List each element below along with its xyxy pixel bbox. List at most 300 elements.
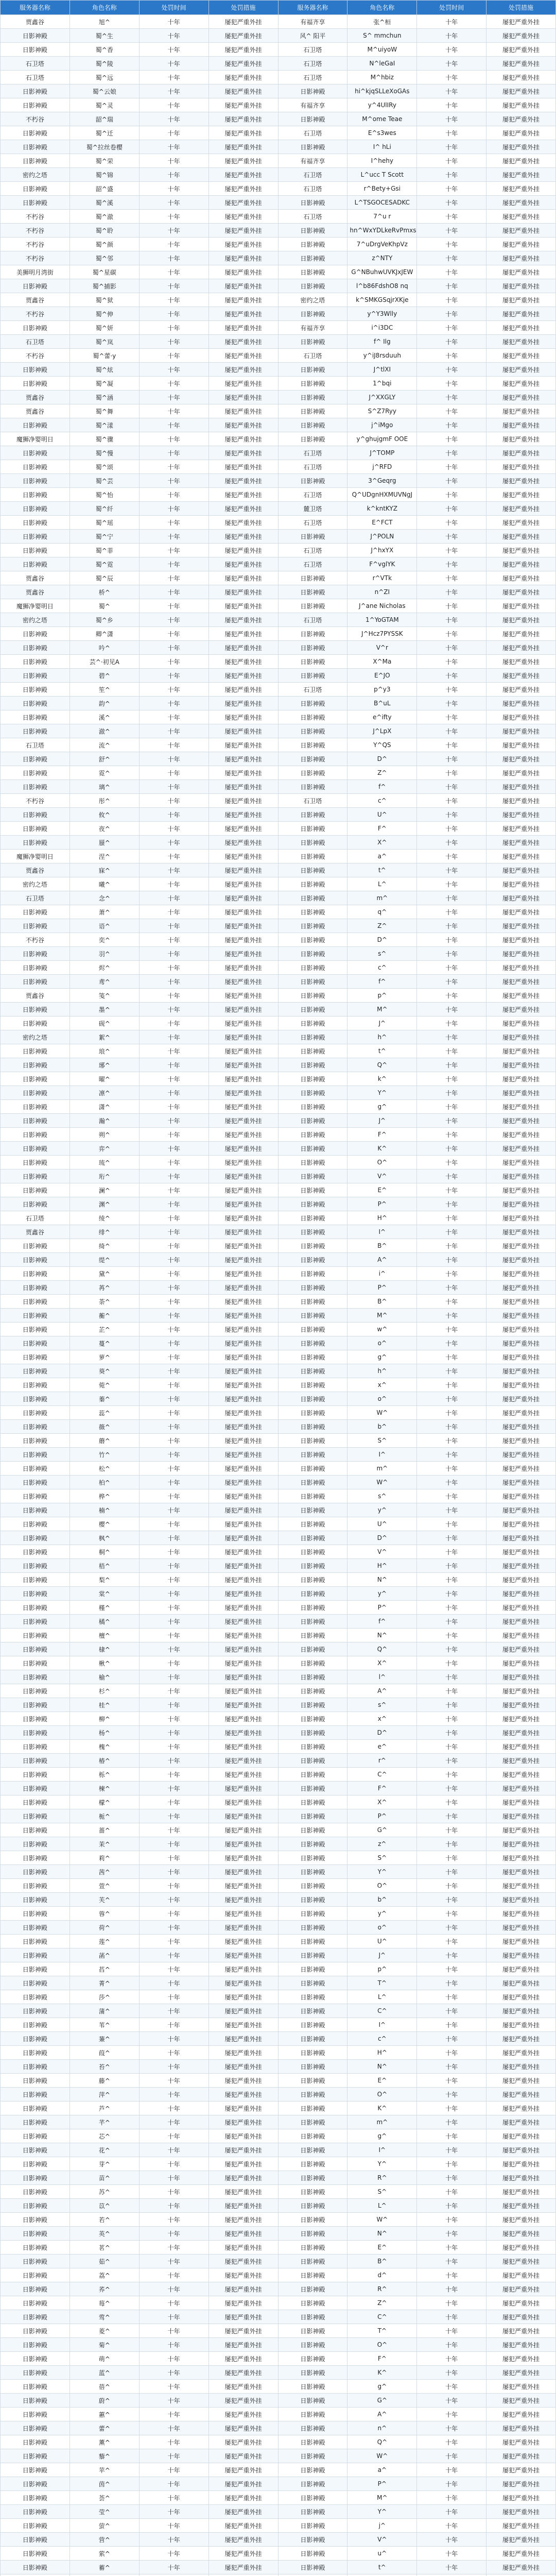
penalty-measure-cell: 屡犯严重外挂	[486, 571, 556, 585]
table-row	[1, 1378, 556, 1392]
role-name-cell: f^	[348, 975, 417, 989]
role-name-cell: 苗^	[70, 2171, 139, 2185]
penalty-measure-cell: 屡犯严重外挂	[486, 2408, 556, 2421]
penalty-time-cell: 十年	[417, 850, 486, 863]
server-cell: 石卫塔	[278, 43, 348, 57]
role-name-cell: G^	[348, 1823, 417, 1837]
role-name-cell: 梨^	[70, 1573, 139, 1587]
penalty-time-cell: 十年	[139, 1253, 208, 1267]
role-name-cell: O^	[348, 2088, 417, 2102]
server-cell: 日影神殿	[1, 1629, 70, 1642]
role-name-cell: 茵^	[70, 2477, 139, 2491]
role-name-cell: J^	[348, 1948, 417, 1962]
penalty-measure-cell: 屡犯严重外挂	[486, 641, 556, 655]
role-name-cell: 芯^	[70, 2129, 139, 2143]
penalty-time-cell: 十年	[417, 1267, 486, 1281]
penalty-measure-cell: 屡犯严重外挂	[486, 891, 556, 905]
table-row	[1, 1670, 556, 1684]
role-name-cell: 楸^	[70, 1656, 139, 1670]
penalty-measure-cell: 屡犯严重外挂	[486, 1183, 556, 1197]
penalty-measure-cell: 屡犯严重外挂	[208, 432, 278, 446]
server-cell: 日影神殿	[1, 1823, 70, 1837]
server-cell: 日影神殿	[278, 2547, 348, 2561]
penalty-measure-cell: 屡犯严重外挂	[208, 697, 278, 710]
penalty-measure-cell: 屡犯严重外挂	[486, 1114, 556, 1128]
role-name-cell: 蜀^云娘	[70, 84, 139, 98]
table-row	[1, 989, 556, 1003]
table-row	[1, 29, 556, 43]
role-name-cell: 芦^	[70, 2102, 139, 2115]
table-row	[1, 1795, 556, 1809]
penalty-time-cell: 十年	[417, 182, 486, 196]
server-cell: 日影神殿	[1, 196, 70, 210]
role-name-cell: l^b86FdshO8 nq	[348, 279, 417, 293]
penalty-measure-cell: 屡犯严重外挂	[486, 2366, 556, 2380]
role-name-cell: R^	[348, 2171, 417, 2185]
role-name-cell: M^uiyoW	[348, 43, 417, 57]
table-row	[1, 1935, 556, 1948]
penalty-measure-cell: 屡犯严重外挂	[208, 2129, 278, 2143]
role-name-cell: L^ucc T Scott	[348, 168, 417, 182]
role-name-cell: 梧^	[70, 1559, 139, 1573]
penalty-measure-cell: 屡犯严重外挂	[208, 349, 278, 363]
server-cell: 日影神殿	[1, 919, 70, 933]
penalty-time-cell: 十年	[139, 557, 208, 571]
table-row	[1, 112, 556, 126]
penalty-time-cell: 十年	[139, 418, 208, 432]
role-name-cell: Q^	[348, 1058, 417, 1072]
penalty-measure-cell: 屡犯严重外挂	[208, 2491, 278, 2505]
penalty-measure-cell: 屡犯严重外挂	[208, 599, 278, 613]
penalty-measure-cell: 屡犯严重外挂	[486, 2394, 556, 2408]
penalty-time-cell: 十年	[139, 1323, 208, 1336]
table-row	[1, 1948, 556, 1962]
server-cell: 魔狮净婴明日	[1, 850, 70, 863]
penalty-time-cell: 十年	[417, 1726, 486, 1740]
role-name-cell: F^	[348, 1782, 417, 1795]
server-cell: 日影神殿	[1, 474, 70, 488]
penalty-time-cell: 十年	[417, 432, 486, 446]
server-cell: 日影神殿	[278, 84, 348, 98]
table-row	[1, 2129, 556, 2143]
penalty-measure-cell: 屡犯严重外挂	[208, 2004, 278, 2018]
server-cell: 日影神殿	[278, 1072, 348, 1086]
penalty-time-cell: 十年	[417, 154, 486, 168]
table-row	[1, 1016, 556, 1030]
penalty-time-cell: 十年	[139, 641, 208, 655]
penalty-time-cell: 十年	[139, 1170, 208, 1183]
role-name-cell: Y^	[348, 1865, 417, 1879]
server-cell: 密约之塔	[278, 293, 348, 307]
penalty-time-cell: 十年	[139, 2380, 208, 2394]
penalty-measure-cell: 屡犯严重外挂	[486, 1309, 556, 1323]
penalty-measure-cell: 屡犯严重外挂	[486, 905, 556, 919]
penalty-measure-cell: 屡犯严重外挂	[208, 919, 278, 933]
server-cell: 日影神殿	[1, 140, 70, 154]
penalty-measure-cell: 屡犯严重外挂	[486, 57, 556, 71]
penalty-measure-cell	[208, 2574, 278, 2576]
role-name-cell: s^	[348, 1698, 417, 1712]
penalty-measure-cell: 屡犯严重外挂	[208, 2074, 278, 2088]
column-header-server: 服务器名称	[1, 1, 70, 15]
role-name-cell: c^	[348, 2032, 417, 2046]
penalty-measure-cell: 屡犯严重外挂	[208, 2324, 278, 2338]
penalty-measure-cell: 屡犯严重外挂	[208, 1601, 278, 1615]
role-name-cell: 英^	[70, 2227, 139, 2241]
table-row	[1, 2046, 556, 2060]
role-name-cell: I^ hLi	[348, 140, 417, 154]
role-name-cell: e^ifty	[348, 710, 417, 724]
penalty-measure-cell: 屡犯严重外挂	[208, 1044, 278, 1058]
penalty-time-cell: 十年	[139, 1114, 208, 1128]
role-name-cell: C^	[348, 1768, 417, 1782]
server-cell: 日影神殿	[278, 1517, 348, 1531]
server-cell: 日影神殿	[278, 1030, 348, 1044]
table-row	[1, 1865, 556, 1879]
server-cell: 日影神殿	[278, 780, 348, 794]
role-name-cell	[348, 2574, 417, 2576]
server-cell: 日影神殿	[278, 1754, 348, 1768]
penalty-measure-cell: 屡犯严重外挂	[486, 544, 556, 557]
penalty-measure-cell: 屡犯严重外挂	[208, 1406, 278, 1420]
role-name-cell: 藜^	[70, 2449, 139, 2463]
penalty-measure-cell: 屡犯严重外挂	[208, 1559, 278, 1573]
role-name-cell: 萱^	[70, 1879, 139, 1893]
role-name-cell: 砚^	[70, 1016, 139, 1030]
penalty-measure-cell: 屡犯严重外挂	[208, 1768, 278, 1782]
server-cell: 日影神殿	[278, 1559, 348, 1573]
server-cell: 石卫塔	[278, 182, 348, 196]
penalty-measure-cell: 屡犯严重外挂	[486, 251, 556, 265]
role-name-cell: Y^	[348, 2157, 417, 2171]
server-cell: 日影神殿	[278, 418, 348, 432]
table-row	[1, 1142, 556, 1156]
penalty-time-cell: 十年	[417, 2227, 486, 2241]
server-cell: 日影神殿	[1, 460, 70, 474]
penalty-measure-cell: 屡犯严重外挂	[486, 1684, 556, 1698]
role-name-cell: 苏^	[70, 2185, 139, 2199]
server-cell: 日影神殿	[1, 752, 70, 766]
penalty-measure-cell: 屡犯严重外挂	[208, 1267, 278, 1281]
role-name-cell: 莲^	[70, 1935, 139, 1948]
penalty-measure-cell: 屡犯严重外挂	[486, 738, 556, 752]
penalty-time-cell: 十年	[417, 2102, 486, 2115]
penalty-measure-cell: 屡犯严重外挂	[208, 43, 278, 57]
role-name-cell: r^	[348, 1754, 417, 1768]
penalty-measure-cell: 屡犯严重外挂	[208, 1907, 278, 1921]
server-cell: 日影神殿	[278, 1670, 348, 1684]
penalty-measure-cell: 屡犯严重外挂	[208, 905, 278, 919]
penalty-measure-cell: 屡犯严重外挂	[208, 1782, 278, 1795]
role-name-cell: g^	[348, 1350, 417, 1364]
role-name-cell: 蓉^	[70, 1907, 139, 1921]
penalty-time-cell: 十年	[417, 613, 486, 627]
penalty-time-cell: 十年	[417, 2352, 486, 2366]
server-cell: 日影神殿	[278, 1156, 348, 1170]
server-cell: 石卫塔	[278, 516, 348, 530]
role-name-cell: 葵^	[70, 1364, 139, 1378]
server-cell: 日影神殿	[278, 2380, 348, 2394]
server-cell: 日影神殿	[278, 1893, 348, 1907]
penalty-time-cell: 十年	[139, 1142, 208, 1156]
penalty-measure-cell: 屡犯严重外挂	[208, 210, 278, 224]
role-name-cell: P^	[348, 2477, 417, 2491]
penalty-measure-cell: 屡犯严重外挂	[208, 1809, 278, 1823]
server-cell: 石卫塔	[278, 168, 348, 182]
penalty-measure-cell: 屡犯严重外挂	[486, 1851, 556, 1865]
role-name-cell: 蜀^灵	[70, 98, 139, 112]
table-row	[1, 1183, 556, 1197]
server-cell: 日影神殿	[1, 1948, 70, 1962]
penalty-measure-cell: 屡犯严重外挂	[486, 279, 556, 293]
role-name-cell: 霓^	[70, 766, 139, 780]
server-cell: 日影神殿	[278, 1211, 348, 1225]
table-row	[1, 363, 556, 377]
penalty-measure-cell: 屡犯严重外挂	[486, 1267, 556, 1281]
penalty-time-cell: 十年	[417, 1072, 486, 1086]
server-cell: 日影神殿	[278, 251, 348, 265]
table-row	[1, 2310, 556, 2324]
server-cell: 贾鑫谷	[1, 404, 70, 418]
table-row	[1, 1823, 556, 1837]
server-cell: 日影神殿	[1, 2547, 70, 2561]
penalty-measure-cell: 屡犯严重外挂	[208, 2547, 278, 2561]
table-row	[1, 1921, 556, 1935]
role-name-cell: 藤^	[70, 2074, 139, 2088]
penalty-time-cell: 十年	[417, 2296, 486, 2310]
server-cell: 日影神殿	[1, 1072, 70, 1086]
penalty-time-cell: 十年	[139, 1364, 208, 1378]
table-row	[1, 975, 556, 989]
role-name-cell: 蜀^宁	[70, 530, 139, 544]
role-name-cell: 檬^	[70, 1795, 139, 1809]
penalty-time-cell: 十年	[417, 1253, 486, 1267]
table-row	[1, 530, 556, 544]
penalty-measure-cell: 屡犯严重外挂	[208, 1392, 278, 1406]
table-row	[1, 279, 556, 293]
role-name-cell: 菡^	[70, 1948, 139, 1962]
role-name-cell: 1^bqi	[348, 377, 417, 391]
penalty-measure-cell: 屡犯严重外挂	[486, 2435, 556, 2449]
server-cell: 日影神殿	[1, 488, 70, 502]
penalty-measure-cell: 屡犯严重外挂	[208, 224, 278, 238]
role-name-cell: 蜀^锦	[70, 168, 139, 182]
server-cell: 日影神殿	[278, 1865, 348, 1879]
penalty-measure-cell: 屡犯严重外挂	[486, 238, 556, 251]
penalty-measure-cell: 屡犯严重外挂	[208, 738, 278, 752]
server-cell: 日影神殿	[278, 1601, 348, 1615]
penalty-time-cell: 十年	[139, 1948, 208, 1962]
role-name-cell: 杉^	[70, 1684, 139, 1698]
penalty-measure-cell: 屡犯严重外挂	[208, 613, 278, 627]
penalty-time-cell: 十年	[417, 1114, 486, 1128]
penalty-measure-cell: 屡犯严重外挂	[208, 669, 278, 683]
penalty-measure-cell: 屡犯严重外挂	[486, 683, 556, 697]
role-name-cell: 流^	[70, 738, 139, 752]
role-name-cell: 莺^	[70, 2310, 139, 2324]
penalty-measure-cell: 屡犯严重外挂	[208, 15, 278, 29]
penalty-measure-cell: 屡犯严重外挂	[208, 2505, 278, 2519]
penalty-measure-cell: 屡犯严重外挂	[486, 2338, 556, 2352]
penalty-time-cell: 十年	[417, 1336, 486, 1350]
penalty-time-cell: 十年	[139, 2366, 208, 2380]
table-row	[1, 1517, 556, 1531]
server-cell: 日影神殿	[278, 1086, 348, 1100]
role-name-cell: 蜀^霓	[70, 557, 139, 571]
penalty-measure-cell: 屡犯严重外挂	[208, 571, 278, 585]
server-cell: 日影神殿	[278, 1684, 348, 1698]
role-name-cell: M^	[348, 2491, 417, 2505]
role-name-cell: 鸢^	[70, 975, 139, 989]
penalty-time-cell: 十年	[417, 585, 486, 599]
table-row	[1, 1768, 556, 1782]
penalty-time-cell: 十年	[139, 1336, 208, 1350]
role-name-cell: F^	[348, 822, 417, 836]
server-cell: 日影神殿	[278, 1795, 348, 1809]
penalty-measure-cell: 屡犯严重外挂	[208, 877, 278, 891]
penalty-time-cell: 十年	[417, 2338, 486, 2352]
table-row	[1, 933, 556, 947]
penalty-time-cell: 十年	[417, 808, 486, 822]
penalty-measure-cell: 屡犯严重外挂	[486, 1239, 556, 1253]
penalty-time-cell: 十年	[417, 655, 486, 669]
role-name-cell: J^POLN	[348, 530, 417, 544]
role-name-cell: t^	[348, 2561, 417, 2574]
penalty-measure-cell: 屡犯严重外挂	[486, 1962, 556, 1976]
table-row	[1, 794, 556, 808]
role-name-cell: 渊^	[70, 1197, 139, 1211]
penalty-measure-cell: 屡犯严重外挂	[486, 446, 556, 460]
role-name-cell: z^NTY	[348, 251, 417, 265]
penalty-measure-cell: 屡犯严重外挂	[486, 1768, 556, 1782]
penalty-measure-cell: 屡犯严重外挂	[208, 502, 278, 516]
penalty-time-cell: 十年	[417, 2143, 486, 2157]
role-name-cell: f^	[348, 1615, 417, 1629]
server-cell: 日影神殿	[278, 655, 348, 669]
server-cell: 日影神殿	[1, 1420, 70, 1434]
penalty-measure-cell: 屡犯严重外挂	[208, 1712, 278, 1726]
role-name-cell: 棣^	[70, 1642, 139, 1656]
server-cell: 日影神殿	[1, 2408, 70, 2421]
penalty-measure-cell: 屡犯严重外挂	[486, 2157, 556, 2171]
server-cell: 有福齐享	[278, 321, 348, 335]
role-name-cell: 蜀^辰	[70, 571, 139, 585]
table-row	[1, 822, 556, 836]
role-name-cell: W^	[348, 1406, 417, 1420]
penalty-time-cell: 十年	[139, 1865, 208, 1879]
penalty-measure-cell: 屡犯严重外挂	[208, 544, 278, 557]
role-name-cell: N^leGaI	[348, 57, 417, 71]
penalty-time-cell: 十年	[139, 363, 208, 377]
server-cell: 日影神殿	[278, 2115, 348, 2129]
column-header-measure: 处罚措施	[208, 1, 278, 15]
server-cell: 日影神殿	[278, 2296, 348, 2310]
table-row	[1, 460, 556, 474]
penalty-measure-cell: 屡犯严重外挂	[208, 516, 278, 530]
server-cell: 日影神殿	[1, 1976, 70, 1990]
penalty-time-cell: 十年	[139, 627, 208, 641]
server-cell: 日影神殿	[278, 1239, 348, 1253]
role-name-cell: I^	[348, 2143, 417, 2157]
role-name-cell: W^	[348, 2213, 417, 2227]
penalty-time-cell: 十年	[139, 1795, 208, 1809]
server-cell: 日影神殿	[278, 307, 348, 321]
table-row	[1, 140, 556, 154]
role-name-cell: 蜀^迁	[70, 126, 139, 140]
penalty-measure-cell: 屡犯严重外挂	[486, 975, 556, 989]
penalty-time-cell: 十年	[139, 1462, 208, 1476]
penalty-time-cell: 十年	[417, 1448, 486, 1462]
penalty-measure-cell: 屡犯严重外挂	[208, 2477, 278, 2491]
penalty-measure-cell: 屡犯严重外挂	[208, 2463, 278, 2477]
role-name-cell: M^	[348, 1003, 417, 1016]
server-cell: 日影神殿	[1, 2046, 70, 2060]
server-cell: 日影神殿	[278, 2408, 348, 2421]
table-row	[1, 1448, 556, 1462]
penalty-measure-cell: 屡犯严重外挂	[486, 1976, 556, 1990]
penalty-time-cell: 十年	[139, 349, 208, 363]
penalty-time-cell: 十年	[417, 224, 486, 238]
penalty-time-cell: 十年	[139, 1545, 208, 1559]
penalty-time-cell: 十年	[417, 1851, 486, 1865]
role-name-cell: W^	[348, 2449, 417, 2463]
penalty-time-cell: 十年	[139, 2268, 208, 2282]
role-name-cell: 蜀^涵	[70, 391, 139, 404]
penalty-measure-cell: 屡犯严重外挂	[208, 1531, 278, 1545]
penalty-time-cell: 十年	[417, 1990, 486, 2004]
server-cell: 日影神殿	[278, 140, 348, 154]
server-cell: 日影神殿	[278, 2463, 348, 2477]
server-cell: 日影神殿	[1, 29, 70, 43]
role-name-cell: 芸^·初见A	[70, 655, 139, 669]
table-row	[1, 2018, 556, 2032]
penalty-time-cell: 十年	[139, 516, 208, 530]
role-name-cell: W^	[348, 1476, 417, 1489]
penalty-time-cell: 十年	[139, 321, 208, 335]
penalty-measure-cell: 屡犯严重外挂	[486, 1656, 556, 1670]
penalty-time-cell: 十年	[139, 1573, 208, 1587]
penalty-time-cell: 十年	[417, 2088, 486, 2102]
table-row	[1, 1809, 556, 1823]
server-cell: 日影神殿	[278, 2227, 348, 2241]
server-cell: 日影神殿	[278, 2060, 348, 2074]
penalty-measure-cell: 屡犯严重外挂	[486, 2004, 556, 2018]
penalty-time-cell: 十年	[417, 822, 486, 836]
penalty-measure-cell: 屡犯严重外挂	[208, 2519, 278, 2533]
penalty-measure-cell: 屡犯严重外挂	[208, 1948, 278, 1962]
role-name-cell: 松^	[70, 1462, 139, 1476]
penalty-time-cell	[417, 2574, 486, 2576]
penalty-measure-cell: 屡犯严重外挂	[486, 2296, 556, 2310]
role-name-cell: 萏^	[70, 1962, 139, 1976]
penalty-measure-cell: 屡犯严重外挂	[486, 460, 556, 474]
penalty-time-cell: 十年	[139, 1211, 208, 1225]
table-row	[1, 1420, 556, 1434]
penalty-time-cell: 十年	[139, 1698, 208, 1712]
server-cell: 日影神殿	[278, 1615, 348, 1629]
role-name-cell: 桥^	[70, 585, 139, 599]
table-row	[1, 613, 556, 627]
penalty-measure-cell: 屡犯严重外挂	[486, 1323, 556, 1336]
penalty-measure-cell: 屡犯严重外挂	[208, 1295, 278, 1309]
table-row	[1, 15, 556, 29]
penalty-time-cell: 十年	[139, 432, 208, 446]
penalty-measure-cell: 屡犯严重外挂	[486, 1517, 556, 1531]
server-cell: 石卫塔	[278, 57, 348, 71]
column-header-time: 处罚时间	[139, 1, 208, 15]
role-name-cell: R^	[348, 2282, 417, 2296]
penalty-measure-cell: 屡犯严重外挂	[486, 2227, 556, 2241]
